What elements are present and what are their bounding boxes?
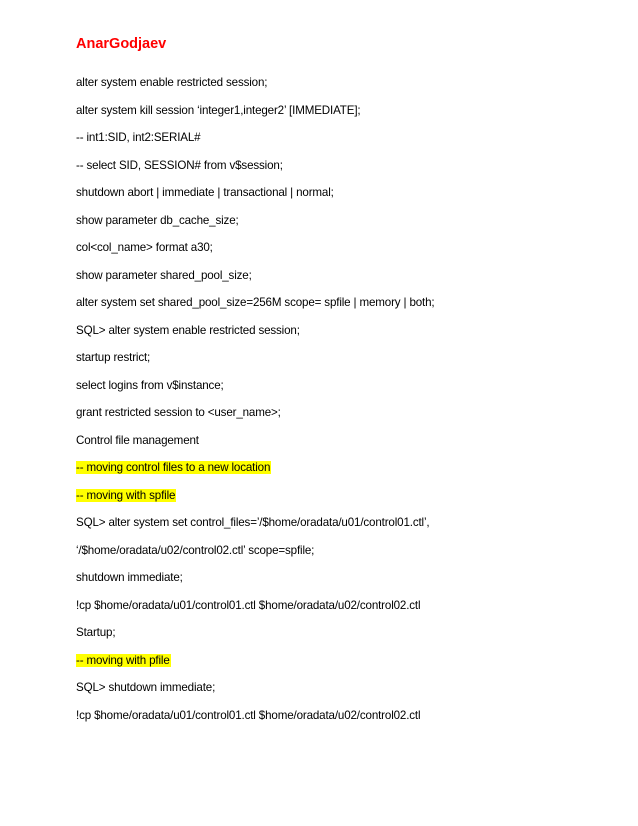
line-text: show parameter shared_pool_size; [76,268,252,282]
line-text: select logins from v$instance; [76,378,224,392]
line-text: !cp $home/oradata/u01/control01.ctl $home/oradata/u02/control02.ctl [76,708,421,722]
document-line [76,433,199,453]
document-line [76,240,213,260]
line-text: !cp $home/oradata/u01/control01.ctl $home/oradata/u02/control02.ctl [76,598,421,612]
document-line [76,680,215,700]
line-text: -- int1:SID, int2:SERIAL# [76,131,201,144]
document-line [76,268,252,288]
line-text: shutdown immediate; [76,571,183,584]
line-text: SQL> shutdown immediate; [76,681,216,694]
document-line [76,405,281,425]
document-line [76,103,360,123]
line-text: -- moving with pfile [76,653,170,667]
highlighted-comment-line [76,488,176,508]
line-text: col<col_name> format a30; [76,241,213,254]
highlighted-comment-line [76,460,271,480]
line-text: alter system kill session ‘integer1,integer2’ [IMMEDIATE]; [76,103,361,117]
line-text: -- select SID, SESSION# from v$session; [76,158,283,172]
line-text: SQL> alter system set control_files=’/$home/oradata/u01/control01.ctl’, [76,516,430,529]
document-line [76,75,267,95]
document-line [76,185,334,205]
document-line [76,570,183,590]
document-line [76,213,239,233]
line-text: startup restrict; [76,351,151,364]
highlighted-comment-line [76,653,171,673]
document-line [76,543,314,563]
document-line [76,158,283,178]
line-text: ‘/$home/oradata/u02/control02.ctl’ scope=spfile; [76,543,315,557]
document-title: AnarGodjaev [76,36,167,52]
document-line [76,708,420,728]
line-text: SQL> alter system enable restricted session; [76,323,300,337]
document-line [76,130,200,150]
line-text: alter system set shared_pool_size=256M scope= spfile | memory | both; [76,296,435,309]
line-text: -- moving with spfile [76,488,176,502]
document-line [76,350,150,370]
document-line [76,295,434,315]
document-line [76,323,300,343]
line-text: -- moving control files to a new location [76,461,271,474]
line-text: Control file management [76,433,199,447]
document-line [76,378,224,398]
line-text: Startup; [76,626,116,639]
line-text: shutdown abort | immediate | transactional | normal; [76,186,334,199]
line-text: grant restricted session to <user_name>; [76,406,281,419]
line-text: alter system enable restricted session; [76,76,268,89]
document-line [76,598,420,618]
line-text: show parameter db_cache_size; [76,213,239,227]
document-line [76,515,429,535]
document-line [76,625,115,645]
